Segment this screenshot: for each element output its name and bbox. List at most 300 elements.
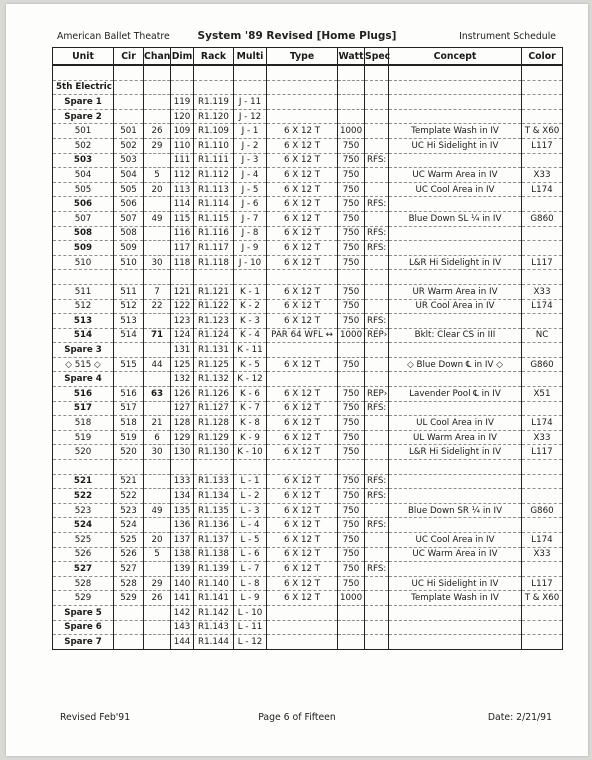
- cell-dim: 127: [171, 401, 194, 416]
- cell-concept: UR Warm Area in IV: [389, 284, 522, 299]
- cell-unit: 528: [53, 576, 114, 591]
- cell-type: [267, 80, 338, 95]
- cell-color: [522, 343, 563, 358]
- footer-page-number: Page 6 of Fifteen: [258, 712, 336, 723]
- cell-watt: 750: [338, 576, 365, 591]
- cell-multi: L - 12: [234, 635, 267, 650]
- cell-multi: K - 8: [234, 416, 267, 431]
- header-schedule-name: Instrument Schedule: [459, 31, 556, 42]
- cell-spec: [365, 211, 389, 226]
- cell-dim: 143: [171, 620, 194, 635]
- cell-color: [522, 474, 563, 489]
- cell-cir: 527: [114, 562, 144, 577]
- table-row: [53, 168, 563, 183]
- cell-chan: 5: [144, 547, 171, 562]
- cell-cir: 526: [114, 547, 144, 562]
- cell-unit: 514: [53, 328, 114, 343]
- cell-unit: 519: [53, 430, 114, 445]
- cell-multi: K - 1: [234, 284, 267, 299]
- cell-spec: REP›: [365, 328, 389, 343]
- cell-rack: R1.142: [194, 605, 234, 620]
- cell-rack: R1.134: [194, 489, 234, 504]
- header-title: System '89 Revised [Home Plugs]: [197, 30, 397, 42]
- instrument-schedule-table: [52, 47, 563, 650]
- cell-chan: [144, 635, 171, 650]
- cell-cir: 528: [114, 576, 144, 591]
- cell-rack: R1.124: [194, 328, 234, 343]
- cell-multi: L - 8: [234, 576, 267, 591]
- cell-concept: [389, 460, 522, 475]
- cell-concept: [389, 153, 522, 168]
- cell-dim: 139: [171, 562, 194, 577]
- cell-chan: 26: [144, 124, 171, 139]
- cell-dim: 136: [171, 518, 194, 533]
- table-row: [53, 95, 563, 110]
- cell-watt: [338, 343, 365, 358]
- cell-dim: 113: [171, 182, 194, 197]
- cell-spec: [365, 460, 389, 475]
- cell-multi: K - 3: [234, 314, 267, 329]
- column-header-rack: Rack: [194, 48, 234, 66]
- cell-cir: 512: [114, 299, 144, 314]
- cell-multi: K - 4: [234, 328, 267, 343]
- cell-type: [267, 605, 338, 620]
- cell-cir: 509: [114, 241, 144, 256]
- table-row: [53, 357, 563, 372]
- cell-cir: 507: [114, 211, 144, 226]
- cell-type: [267, 635, 338, 650]
- cell-dim: 140: [171, 576, 194, 591]
- cell-concept: [389, 401, 522, 416]
- cell-unit: 508: [53, 226, 114, 241]
- cell-concept: UC Warm Area in IV: [389, 547, 522, 562]
- cell-unit: Spare 5: [53, 605, 114, 620]
- cell-color: L174: [522, 416, 563, 431]
- cell-chan: [144, 226, 171, 241]
- cell-color: L174: [522, 182, 563, 197]
- cell-dim: [171, 460, 194, 475]
- cell-watt: 750: [338, 226, 365, 241]
- cell-spec: [365, 605, 389, 620]
- cell-watt: 750: [338, 241, 365, 256]
- cell-chan: [144, 460, 171, 475]
- cell-type: 6 X 12 T: [267, 226, 338, 241]
- cell-concept: Template Wash in IV: [389, 124, 522, 139]
- cell-spec: [365, 576, 389, 591]
- cell-chan: [144, 65, 171, 80]
- table-row: [53, 65, 563, 80]
- cell-unit: 525: [53, 533, 114, 548]
- cell-unit: 522: [53, 489, 114, 504]
- cell-chan: [144, 518, 171, 533]
- table-row: [53, 241, 563, 256]
- table-row: [53, 387, 563, 402]
- table-header-row: [53, 48, 563, 66]
- cell-color: G860: [522, 503, 563, 518]
- cell-unit: Spare 1: [53, 95, 114, 110]
- cell-rack: R1.139: [194, 562, 234, 577]
- table-row: [53, 153, 563, 168]
- cell-cir: 513: [114, 314, 144, 329]
- cell-watt: 750: [338, 533, 365, 548]
- cell-type: 6 X 12 T: [267, 576, 338, 591]
- table-row: [53, 503, 563, 518]
- cell-unit: Spare 4: [53, 372, 114, 387]
- cell-color: L174: [522, 299, 563, 314]
- cell-type: 6 X 12 T: [267, 211, 338, 226]
- column-header-concept: Concept: [389, 48, 522, 66]
- cell-rack: [194, 270, 234, 285]
- cell-dim: 121: [171, 284, 194, 299]
- cell-type: 6 X 12 T: [267, 138, 338, 153]
- cell-concept: UC Hi Sidelight in IV: [389, 138, 522, 153]
- cell-cir: 503: [114, 153, 144, 168]
- table-row: [53, 226, 563, 241]
- cell-spec: [365, 124, 389, 139]
- cell-concept: UR Cool Area in IV: [389, 299, 522, 314]
- table-row: [53, 270, 563, 285]
- cell-chan: [144, 80, 171, 95]
- cell-spec: RFS:: [365, 562, 389, 577]
- cell-color: [522, 109, 563, 124]
- cell-spec: [365, 284, 389, 299]
- cell-concept: Blue Down SL ¼ in IV: [389, 211, 522, 226]
- footer-revised: Revised Feb'91: [60, 712, 131, 723]
- cell-multi: J - 12: [234, 109, 267, 124]
- cell-type: 6 X 12 T: [267, 416, 338, 431]
- cell-unit: 529: [53, 591, 114, 606]
- cell-color: [522, 197, 563, 212]
- cell-unit: Spare 3: [53, 343, 114, 358]
- cell-concept: [389, 635, 522, 650]
- cell-dim: 128: [171, 416, 194, 431]
- cell-unit: 509: [53, 241, 114, 256]
- cell-multi: L - 6: [234, 547, 267, 562]
- cell-type: [267, 65, 338, 80]
- cell-cir: [114, 620, 144, 635]
- cell-color: [522, 95, 563, 110]
- cell-rack: R1.135: [194, 503, 234, 518]
- cell-multi: L - 2: [234, 489, 267, 504]
- cell-type: 6 X 12 T: [267, 299, 338, 314]
- cell-rack: R1.127: [194, 401, 234, 416]
- cell-dim: 123: [171, 314, 194, 329]
- cell-unit: 512: [53, 299, 114, 314]
- table-row: [53, 576, 563, 591]
- column-header-unit: Unit: [53, 48, 114, 66]
- cell-chan: 5: [144, 168, 171, 183]
- table-row: [53, 562, 563, 577]
- cell-dim: 109: [171, 124, 194, 139]
- table-row: [53, 284, 563, 299]
- cell-chan: 22: [144, 299, 171, 314]
- cell-unit: 502: [53, 138, 114, 153]
- table-row: [53, 533, 563, 548]
- cell-dim: 118: [171, 255, 194, 270]
- cell-type: 6 X 12 T: [267, 503, 338, 518]
- cell-multi: L - 1: [234, 474, 267, 489]
- cell-color: X33: [522, 284, 563, 299]
- table-row: [53, 430, 563, 445]
- cell-type: 6 X 12 T: [267, 357, 338, 372]
- cell-concept: [389, 372, 522, 387]
- header-company: American Ballet Theatre: [57, 31, 170, 42]
- cell-chan: [144, 109, 171, 124]
- cell-concept: [389, 226, 522, 241]
- cell-spec: [365, 299, 389, 314]
- cell-color: [522, 65, 563, 80]
- cell-spec: RFS:: [365, 197, 389, 212]
- cell-type: [267, 372, 338, 387]
- cell-chan: [144, 605, 171, 620]
- column-header-dim: Dim: [171, 48, 194, 66]
- cell-rack: R1.140: [194, 576, 234, 591]
- cell-multi: L - 4: [234, 518, 267, 533]
- cell-concept: [389, 270, 522, 285]
- cell-spec: [365, 80, 389, 95]
- cell-type: PAR 64 WFL ↔: [267, 328, 338, 343]
- cell-color: T & X60: [522, 124, 563, 139]
- cell-dim: 132: [171, 372, 194, 387]
- cell-watt: 750: [338, 284, 365, 299]
- cell-rack: R1.118: [194, 255, 234, 270]
- cell-rack: R1.110: [194, 138, 234, 153]
- cell-concept: [389, 474, 522, 489]
- cell-spec: RFS:: [365, 401, 389, 416]
- cell-color: X51: [522, 387, 563, 402]
- cell-rack: R1.144: [194, 635, 234, 650]
- cell-dim: [171, 270, 194, 285]
- cell-chan: 44: [144, 357, 171, 372]
- cell-cir: 520: [114, 445, 144, 460]
- cell-rack: R1.125: [194, 357, 234, 372]
- cell-spec: [365, 591, 389, 606]
- cell-cir: [114, 270, 144, 285]
- cell-watt: 750: [338, 138, 365, 153]
- cell-type: [267, 95, 338, 110]
- cell-chan: 63: [144, 387, 171, 402]
- cell-concept: Lavender Pool ℄ in IV: [389, 387, 522, 402]
- cell-unit: 503: [53, 153, 114, 168]
- cell-rack: R1.143: [194, 620, 234, 635]
- cell-rack: R1.126: [194, 387, 234, 402]
- cell-spec: [365, 533, 389, 548]
- cell-chan: [144, 197, 171, 212]
- cell-cir: 516: [114, 387, 144, 402]
- table-body: [53, 65, 563, 649]
- cell-watt: [338, 65, 365, 80]
- cell-chan: 29: [144, 576, 171, 591]
- cell-watt: [338, 95, 365, 110]
- cell-watt: [338, 80, 365, 95]
- table-row: [53, 445, 563, 460]
- table-row: [53, 416, 563, 431]
- cell-unit: 507: [53, 211, 114, 226]
- table-row: [53, 489, 563, 504]
- cell-dim: 114: [171, 197, 194, 212]
- table-row: [53, 343, 563, 358]
- cell-multi: K - 11: [234, 343, 267, 358]
- cell-type: 6 X 12 T: [267, 168, 338, 183]
- cell-spec: [365, 620, 389, 635]
- cell-spec: [365, 357, 389, 372]
- cell-dim: 119: [171, 95, 194, 110]
- cell-dim: 120: [171, 109, 194, 124]
- cell-dim: 110: [171, 138, 194, 153]
- cell-dim: 117: [171, 241, 194, 256]
- cell-multi: K - 12: [234, 372, 267, 387]
- cell-color: T & X60: [522, 591, 563, 606]
- cell-rack: R1.111: [194, 153, 234, 168]
- cell-unit: 513: [53, 314, 114, 329]
- cell-dim: 134: [171, 489, 194, 504]
- cell-spec: [365, 445, 389, 460]
- table-row: [53, 80, 563, 95]
- cell-spec: RFS:: [365, 518, 389, 533]
- cell-rack: R1.109: [194, 124, 234, 139]
- table-row: [53, 138, 563, 153]
- cell-concept: UL Warm Area in IV: [389, 430, 522, 445]
- cell-spec: RFS:: [365, 226, 389, 241]
- cell-unit: [53, 65, 114, 80]
- cell-chan: 29: [144, 138, 171, 153]
- table-row: [53, 182, 563, 197]
- cell-color: G860: [522, 357, 563, 372]
- cell-chan: [144, 153, 171, 168]
- cell-unit: 506: [53, 197, 114, 212]
- column-header-watt: Watt: [338, 48, 365, 66]
- table-row: [53, 547, 563, 562]
- cell-rack: R1.115: [194, 211, 234, 226]
- cell-chan: 71: [144, 328, 171, 343]
- cell-color: X33: [522, 547, 563, 562]
- cell-concept: Bklt: Clear CS in III: [389, 328, 522, 343]
- cell-unit: Spare 2: [53, 109, 114, 124]
- cell-color: [522, 489, 563, 504]
- cell-spec: [365, 95, 389, 110]
- cell-multi: K - 2: [234, 299, 267, 314]
- cell-concept: [389, 65, 522, 80]
- cell-spec: RFS:: [365, 241, 389, 256]
- cell-cir: 529: [114, 591, 144, 606]
- cell-color: [522, 372, 563, 387]
- cell-cir: [114, 80, 144, 95]
- cell-cir: 515: [114, 357, 144, 372]
- table-row: [53, 255, 563, 270]
- cell-chan: [144, 489, 171, 504]
- cell-chan: 20: [144, 182, 171, 197]
- cell-cir: 511: [114, 284, 144, 299]
- cell-type: 6 X 12 T: [267, 401, 338, 416]
- cell-type: 6 X 12 T: [267, 591, 338, 606]
- cell-multi: K - 6: [234, 387, 267, 402]
- cell-color: [522, 401, 563, 416]
- cell-cir: 510: [114, 255, 144, 270]
- cell-watt: [338, 270, 365, 285]
- cell-color: [522, 605, 563, 620]
- cell-watt: [338, 109, 365, 124]
- cell-chan: [144, 474, 171, 489]
- cell-watt: 750: [338, 474, 365, 489]
- cell-concept: [389, 197, 522, 212]
- cell-chan: [144, 241, 171, 256]
- table-row: [53, 620, 563, 635]
- cell-unit: 518: [53, 416, 114, 431]
- cell-chan: [144, 401, 171, 416]
- cell-cir: 522: [114, 489, 144, 504]
- cell-type: 6 X 12 T: [267, 124, 338, 139]
- cell-type: 6 X 12 T: [267, 182, 338, 197]
- cell-type: 6 X 12 T: [267, 153, 338, 168]
- cell-watt: 750: [338, 211, 365, 226]
- cell-multi: L - 11: [234, 620, 267, 635]
- cell-color: X33: [522, 430, 563, 445]
- cell-spec: [365, 168, 389, 183]
- cell-watt: 1000: [338, 328, 365, 343]
- cell-watt: 750: [338, 314, 365, 329]
- cell-cir: 501: [114, 124, 144, 139]
- cell-color: [522, 562, 563, 577]
- cell-unit: 504: [53, 168, 114, 183]
- cell-multi: [234, 65, 267, 80]
- cell-unit: Spare 6: [53, 620, 114, 635]
- cell-rack: R1.131: [194, 343, 234, 358]
- cell-watt: [338, 460, 365, 475]
- cell-concept: [389, 343, 522, 358]
- cell-type: 6 X 12 T: [267, 562, 338, 577]
- cell-chan: 26: [144, 591, 171, 606]
- cell-chan: [144, 620, 171, 635]
- cell-spec: [365, 65, 389, 80]
- cell-spec: [365, 372, 389, 387]
- cell-type: 6 X 12 T: [267, 445, 338, 460]
- cell-multi: J - 2: [234, 138, 267, 153]
- cell-cir: [114, 65, 144, 80]
- cell-spec: REP›: [365, 387, 389, 402]
- cell-cir: [114, 372, 144, 387]
- cell-cir: 514: [114, 328, 144, 343]
- cell-watt: [338, 372, 365, 387]
- cell-unit: 510: [53, 255, 114, 270]
- cell-multi: [234, 270, 267, 285]
- cell-cir: 519: [114, 430, 144, 445]
- cell-watt: 1000: [338, 591, 365, 606]
- cell-watt: 750: [338, 503, 365, 518]
- table-row: [53, 605, 563, 620]
- cell-multi: J - 9: [234, 241, 267, 256]
- cell-multi: J - 7: [234, 211, 267, 226]
- cell-spec: [365, 270, 389, 285]
- cell-dim: 142: [171, 605, 194, 620]
- cell-multi: [234, 80, 267, 95]
- cell-spec: [365, 503, 389, 518]
- cell-rack: R1.120: [194, 109, 234, 124]
- cell-spec: RFS:: [365, 314, 389, 329]
- cell-dim: 138: [171, 547, 194, 562]
- cell-dim: 141: [171, 591, 194, 606]
- cell-rack: R1.119: [194, 95, 234, 110]
- cell-multi: [234, 460, 267, 475]
- cell-cir: 524: [114, 518, 144, 533]
- cell-chan: [144, 95, 171, 110]
- cell-multi: K - 10: [234, 445, 267, 460]
- cell-watt: 750: [338, 547, 365, 562]
- cell-color: [522, 226, 563, 241]
- table-row: [53, 197, 563, 212]
- cell-concept: [389, 314, 522, 329]
- cell-color: L174: [522, 533, 563, 548]
- cell-spec: RFS:: [365, 474, 389, 489]
